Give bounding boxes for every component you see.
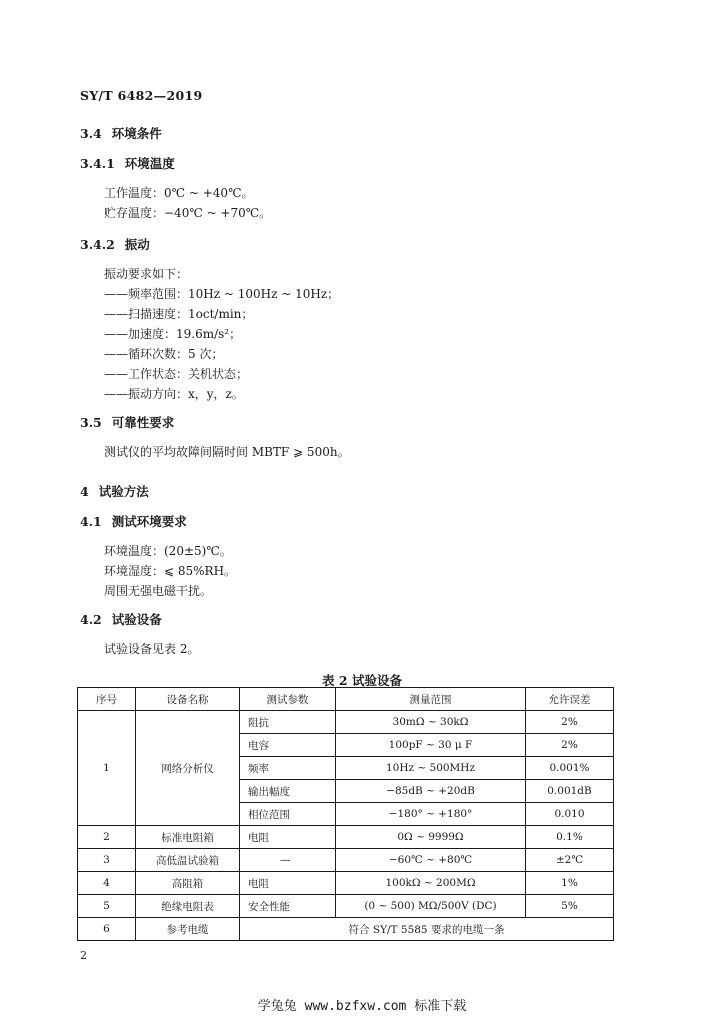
heading-3-4-2 xyxy=(80,235,150,253)
heading-title: 环境条件 xyxy=(111,126,162,141)
heading-3-4 xyxy=(80,124,162,142)
heading-4-2 xyxy=(80,610,162,628)
paragraph-line: 试验设备见表 2。 xyxy=(104,642,200,656)
heading-title: 测试环境要求 xyxy=(111,514,187,529)
table-header: 测试参数 xyxy=(240,688,336,711)
paragraph-line: 周围无强电磁干扰。 xyxy=(104,584,213,598)
table-cell-param: 频率 xyxy=(240,757,336,780)
table-row xyxy=(78,826,614,849)
paragraph-line: 环境湿度：⩽ 85%RH。 xyxy=(104,564,237,578)
table-cell-param: 输出幅度 xyxy=(240,780,336,803)
table-row xyxy=(78,918,614,941)
paragraph-line: 振动要求如下： xyxy=(104,267,189,281)
table-header-row xyxy=(78,688,614,711)
table-header: 序号 xyxy=(78,688,136,711)
table-cell-error: 0.001% xyxy=(526,757,614,780)
table-cell-param: 阻抗 xyxy=(240,711,336,734)
table-cell-error: 0.001dB xyxy=(526,780,614,803)
heading-title: 振动 xyxy=(124,237,150,252)
heading-number: 4.1 xyxy=(80,514,102,529)
equipment-table xyxy=(77,687,614,941)
table-cell-name: 参考电缆 xyxy=(136,918,240,941)
table-cell-error: 2% xyxy=(526,711,614,734)
table-cell-name: 网络分析仪 xyxy=(136,711,240,826)
heading-number: 3.4.1 xyxy=(80,156,115,171)
table-cell-range: −180° ~ +180° xyxy=(336,803,526,826)
table-cell-param: — xyxy=(240,849,336,872)
table-cell-no: 3 xyxy=(78,849,136,872)
table-cell-merged: 符合 SY/T 5585 要求的电缆一条 xyxy=(240,918,614,941)
table-cell-param: 电阻 xyxy=(240,872,336,895)
footer-watermark-text: 学兔兔 www.bzfxw.com 标准下载 xyxy=(257,999,467,1014)
paragraph-line: 测试仪的平均故障间隔时间 MBTF ⩾ 500h。 xyxy=(104,445,350,459)
table-cell-name: 标准电阻箱 xyxy=(136,826,240,849)
table-cell-name: 高阻箱 xyxy=(136,872,240,895)
table-cell-no: 6 xyxy=(78,918,136,941)
table-cell-no: 5 xyxy=(78,895,136,918)
table-cell-error: 2% xyxy=(526,734,614,757)
heading-4 xyxy=(80,482,149,500)
list-item: ——频率范围：10Hz ~ 100Hz ~ 10Hz； xyxy=(104,287,340,301)
heading-number: 4.2 xyxy=(80,612,102,627)
standard-code: SY/T 6482—2019 xyxy=(80,88,203,103)
table-cell-range: (0 ~ 500) MΩ/500V (DC) xyxy=(336,895,526,918)
heading-title: 试验设备 xyxy=(111,612,162,627)
table-header: 测量范围 xyxy=(336,688,526,711)
table-row xyxy=(78,872,614,895)
table-cell-error: 5% xyxy=(526,895,614,918)
table-cell-param: 电容 xyxy=(240,734,336,757)
table-cell-name: 高低温试验箱 xyxy=(136,849,240,872)
page-number: 2 xyxy=(80,949,87,962)
heading-number: 3.4.2 xyxy=(80,237,115,252)
heading-number: 4 xyxy=(80,484,89,499)
table-cell-error: ±2℃ xyxy=(526,849,614,872)
table-cell-param: 电阻 xyxy=(240,826,336,849)
table-cell-param: 安全性能 xyxy=(240,895,336,918)
table-cell-range: −85dB ~ +20dB xyxy=(336,780,526,803)
table-cell-range: −60℃ ~ +80℃ xyxy=(336,849,526,872)
heading-number: 3.4 xyxy=(80,126,102,141)
heading-4-1 xyxy=(80,512,187,530)
table-cell-range: 100kΩ ~ 200MΩ xyxy=(336,872,526,895)
heading-number: 3.5 xyxy=(80,415,102,430)
table-cell-range: 0Ω ~ 9999Ω xyxy=(336,826,526,849)
paragraph-line: 环境温度：(20±5)℃。 xyxy=(104,544,232,558)
table-cell-no: 1 xyxy=(78,711,136,826)
list-item: ——扫描速度：1oct/min； xyxy=(104,307,254,321)
list-item: ——加速度：19.6m/s²； xyxy=(104,327,242,341)
table-cell-param: 相位范围 xyxy=(240,803,336,826)
list-item: ——循环次数：5 次； xyxy=(104,347,224,361)
paragraph-line: 工作温度：0℃ ~ +40℃。 xyxy=(104,186,254,200)
table-row xyxy=(78,849,614,872)
heading-title: 环境温度 xyxy=(124,156,175,171)
table-cell-range: 10Hz ~ 500MHz xyxy=(336,757,526,780)
heading-title: 可靠性要求 xyxy=(111,415,175,430)
table-row xyxy=(78,895,614,918)
table-cell-error: 0.1% xyxy=(526,826,614,849)
list-item: ——振动方向：x，y，z。 xyxy=(104,387,244,401)
table-cell-error: 1% xyxy=(526,872,614,895)
table-title: 表 2 试验设备 xyxy=(322,673,402,688)
heading-title: 试验方法 xyxy=(98,484,149,499)
table-cell-no: 2 xyxy=(78,826,136,849)
paragraph-line: 贮存温度：−40℃ ~ +70℃。 xyxy=(104,206,272,220)
table-cell-range: 30mΩ ~ 30kΩ xyxy=(336,711,526,734)
heading-3-5 xyxy=(80,413,174,431)
table-header: 允许误差 xyxy=(526,688,614,711)
table-row xyxy=(78,711,614,734)
table-cell-range: 100pF ~ 30 μ F xyxy=(336,734,526,757)
table-header: 设备名称 xyxy=(136,688,240,711)
list-item: ——工作状态：关机状态； xyxy=(104,367,249,381)
table-cell-error: 0.010 xyxy=(526,803,614,826)
heading-3-4-1 xyxy=(80,154,175,172)
table-cell-name: 绝缘电阻表 xyxy=(136,895,240,918)
table-cell-no: 4 xyxy=(78,872,136,895)
